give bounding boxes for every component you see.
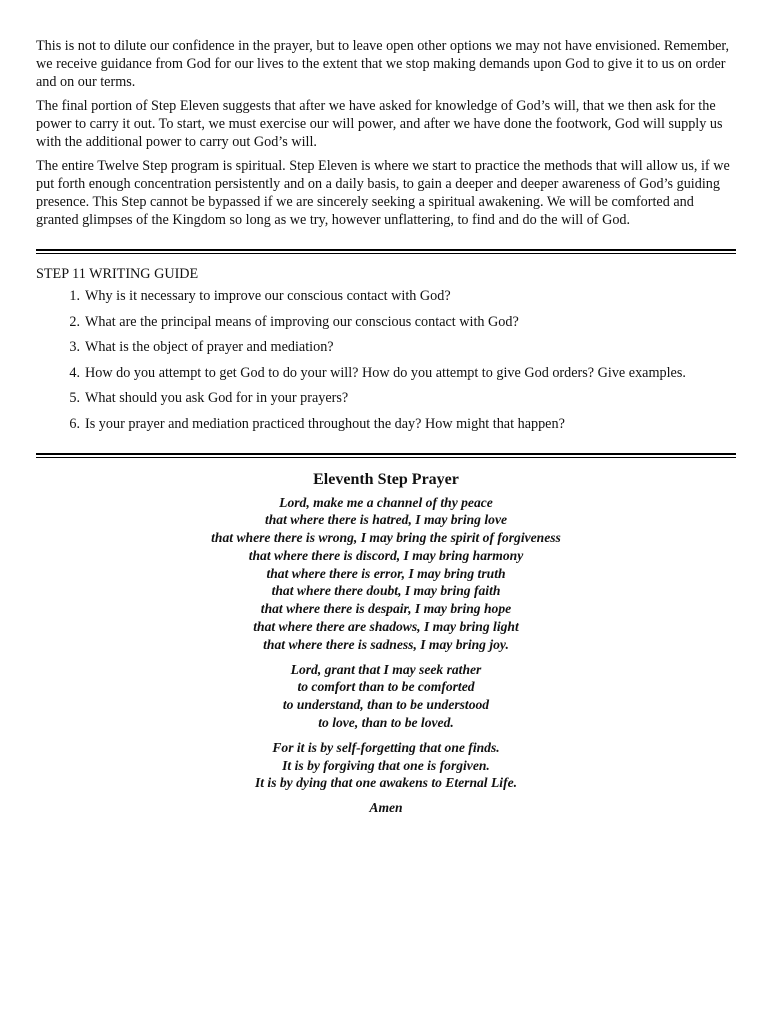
- prayer-line: that where there is error, I may bring truth: [266, 565, 506, 581]
- prayer-line: It is by forgiving that one is forgiven.: [282, 757, 490, 773]
- prayer-amen: Amen: [369, 800, 403, 816]
- prayer-line: that where there is despair, I may bring hope: [260, 601, 512, 617]
- prayer-line: that where there is sadness, I may bring joy.: [263, 636, 509, 652]
- paragraph: The final portion of Step Eleven suggests that after we have asked for knowledge of God’s will, that we then ask for the power to carry it out. To start, we must exercise our will power, and after we have done the footwork, God will supply us with the additional power to carry out God’s will.: [36, 98, 723, 150]
- paragraph: The entire Twelve Step program is spiritual. Step Eleven is where we start to practice the methods that will allow us, if we put forth enough concentration persistently and on a daily basis, to gain a deeper and deeper awareness of God’s guiding presence. This Step cannot be bypassed if we are sincerely seeking a spiritual awakening. We will be comforted and granted glimpses of the Kingdom so long as we try, however unflattering, to find and do the will of God.: [36, 158, 730, 228]
- prayer-line: that where there is discord, I may bring harmony: [248, 547, 524, 563]
- item-number: 1.: [69, 288, 80, 304]
- item-number: 5.: [69, 390, 80, 406]
- prayer-stanza-3: [36, 739, 736, 792]
- prayer-line: that where there is hatred, I may bring love: [264, 512, 508, 528]
- prayer-title: Eleventh Step Prayer: [313, 470, 459, 488]
- item-text: What is the object of prayer and mediation?: [85, 339, 334, 355]
- prayer-line: that where there is wrong, I may bring the spirit of forgiveness: [211, 530, 561, 546]
- item-number: 4.: [69, 364, 80, 381]
- prayer-line: to love, than to be loved.: [318, 715, 454, 731]
- item-number: 6.: [69, 415, 80, 432]
- prayer-stanza-1: [36, 494, 736, 654]
- item-text: What should you ask God for in your prayers?: [85, 390, 349, 406]
- list-item: [36, 364, 736, 382]
- prayer-line: It is by dying that one awakens to Eternal Life.: [254, 775, 518, 791]
- list-item: [36, 389, 736, 407]
- paragraph: This is not to dilute our confidence in the prayer, but to leave open other options we may not have envisioned. Remember, we receive guidance from God for our lives to the extent that we stop making demands upon God to give it to us on order and on our terms.: [36, 38, 730, 90]
- writing-guide-list: [36, 287, 736, 433]
- prayer-line: that where there are shadows, I may bring light: [253, 619, 519, 635]
- prayer-line: Lord, make me a channel of thy peace: [279, 494, 493, 510]
- prayer-line: to comfort than to be comforted: [297, 679, 475, 695]
- list-item: [36, 313, 736, 331]
- section-divider: [36, 249, 736, 254]
- prayer-line: to understand, than to be understood: [282, 697, 490, 713]
- prayer-line: For it is by self-forgetting that one finds.: [272, 739, 500, 755]
- item-text: How do you attempt to get God to do your will? How do you attempt to give God orders? Give examples.: [85, 364, 686, 381]
- item-number: 3.: [69, 339, 80, 355]
- list-item: [36, 338, 736, 356]
- writing-guide-title: STEP 11 WRITING GUIDE: [36, 266, 199, 282]
- section-divider: [36, 453, 736, 458]
- prayer-line: that where there doubt, I may bring faith: [271, 583, 501, 599]
- prayer-line: Lord, grant that I may seek rather: [290, 661, 482, 677]
- list-item: [36, 415, 736, 433]
- item-number: 2.: [69, 313, 80, 330]
- item-text: Why is it necessary to improve our conscious contact with God?: [85, 288, 451, 304]
- item-text: What are the principal means of improving our conscious contact with God?: [85, 313, 519, 330]
- item-text: Is your prayer and mediation practiced throughout the day? How might that happen?: [85, 415, 565, 432]
- list-item: [36, 287, 736, 305]
- prayer-stanza-2: [36, 661, 736, 732]
- document-page: [36, 37, 736, 824]
